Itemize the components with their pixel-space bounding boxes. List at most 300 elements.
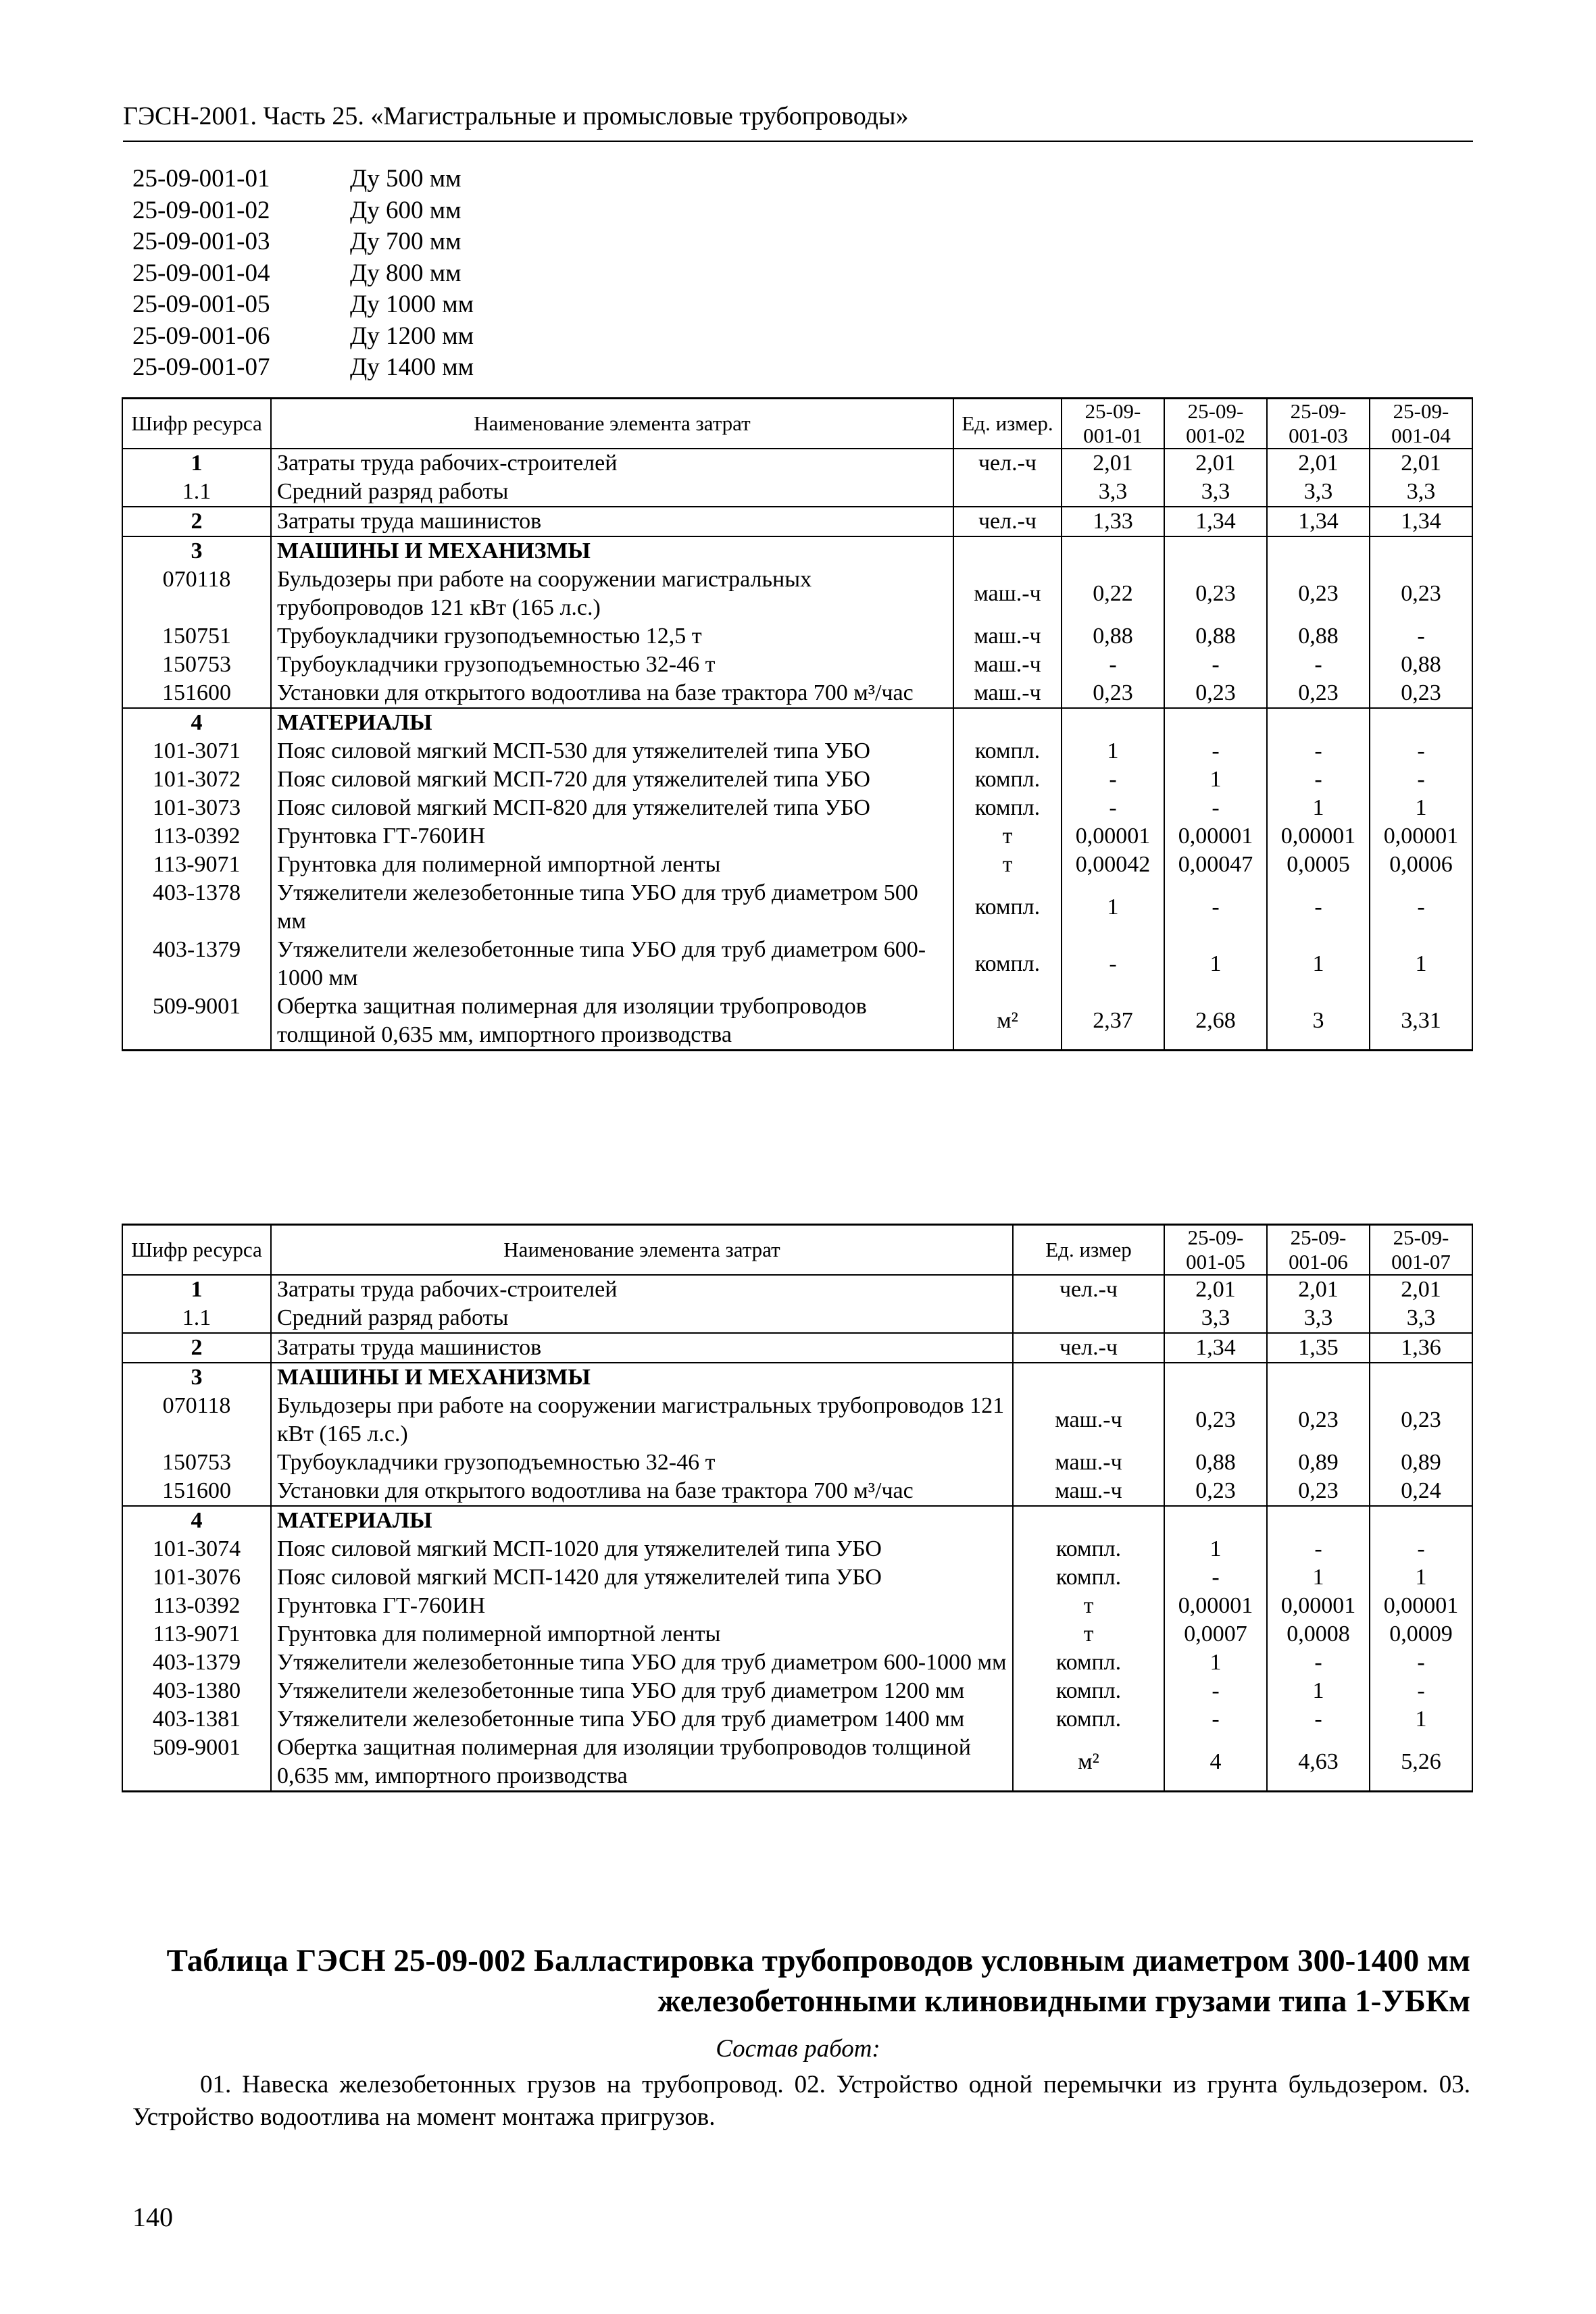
resource-name: Утяжелители железобетонные типа УБО для труб диаметром 600-1000 мм [271, 936, 953, 992]
resource-name: Бульдозеры при работе на сооружении магистральных трубопроводов 121 кВт (165 л.с.) [271, 565, 953, 622]
code-label: Ду 800 мм [350, 259, 462, 287]
resource-name: Грунтовка для полимерной импортной ленты [271, 1620, 1013, 1649]
value-cell: - [1370, 1649, 1472, 1677]
resource-code: 1.1 [122, 478, 271, 507]
code-item [132, 164, 474, 195]
header-col [1370, 1225, 1472, 1276]
table-row [122, 794, 1472, 822]
value-cell: 0,0007 [1164, 1620, 1267, 1649]
unit-cell: маш.-ч [1013, 1449, 1164, 1477]
value-cell: 0,23 [1370, 565, 1472, 622]
value-cell: - [1267, 1535, 1370, 1563]
value-cell: 1,35 [1267, 1333, 1370, 1363]
header-unit [1013, 1225, 1164, 1276]
resource-name: Утяжелители железобетонные типа УБО для труб диаметром 1200 мм [271, 1677, 1013, 1705]
table-header-row [122, 1225, 1472, 1276]
table-body [122, 1275, 1472, 1792]
resource-code: 113-9071 [122, 851, 271, 879]
table-row [122, 1275, 1472, 1304]
code-item [132, 321, 474, 353]
header-col [1370, 399, 1472, 449]
table-row [122, 708, 1472, 737]
value-cell: 2,01 [1267, 1275, 1370, 1304]
value-cell: 1 [1370, 1705, 1472, 1734]
header-col-text: 25-09-001-07 [1391, 1226, 1451, 1274]
value-cell: 1 [1370, 936, 1472, 992]
value-cell: 3,31 [1370, 992, 1472, 1051]
table-row [122, 679, 1472, 708]
resource-code: 101-3072 [122, 765, 271, 794]
resource-code: 150753 [122, 651, 271, 679]
value-cell: - [1267, 1649, 1370, 1677]
table-row [122, 1563, 1472, 1592]
unit-cell: маш.-ч [1013, 1477, 1164, 1506]
code: 25-09-001-05 [132, 291, 270, 318]
code-label: Ду 1200 мм [350, 322, 474, 350]
header-col-text: 25-09-001-04 [1391, 399, 1451, 447]
unit-cell [1013, 1506, 1164, 1535]
table-row [122, 449, 1472, 478]
table-row [122, 1477, 1472, 1506]
value-cell: 3,3 [1062, 478, 1164, 507]
value-cell [1267, 708, 1370, 737]
code-label: Ду 1400 мм [350, 353, 474, 381]
value-cell: 0,23 [1267, 679, 1370, 708]
value-cell: 0,0009 [1370, 1620, 1472, 1649]
table-body [122, 449, 1472, 1051]
resource-name: Трубоукладчики грузоподъемностью 12,5 т [271, 622, 953, 651]
value-cell: 1 [1267, 794, 1370, 822]
table-row [122, 1592, 1472, 1620]
value-cell: - [1370, 1535, 1472, 1563]
header-col-text: 25-09-001-02 [1186, 399, 1245, 447]
unit-cell: чел.-ч [953, 449, 1062, 478]
code: 25-09-001-06 [132, 322, 270, 350]
table-row [122, 622, 1472, 651]
code-item [132, 195, 474, 227]
unit-cell [1013, 1304, 1164, 1333]
value-cell: 1 [1062, 737, 1164, 765]
unit-cell: компл. [953, 737, 1062, 765]
resource-name: МАТЕРИАЛЫ [271, 1506, 1013, 1535]
value-cell: - [1370, 737, 1472, 765]
value-cell [1164, 1363, 1267, 1392]
header-col [1164, 399, 1267, 449]
table-row [122, 565, 1472, 622]
value-cell: - [1164, 794, 1267, 822]
resource-code: 113-0392 [122, 1592, 271, 1620]
resource-name: Грунтовка ГТ-760ИН [271, 822, 953, 851]
value-cell: 0,0005 [1267, 851, 1370, 879]
value-cell: 1,36 [1370, 1333, 1472, 1363]
value-cell: 0,00001 [1370, 1592, 1472, 1620]
value-cell: 1 [1370, 794, 1472, 822]
resource-name: Средний разряд работы [271, 1304, 1013, 1333]
value-cell: - [1370, 622, 1472, 651]
resource-name: Утяжелители железобетонные типа УБО для труб диаметром 1400 мм [271, 1705, 1013, 1734]
resource-name: МАШИНЫ И МЕХАНИЗМЫ [271, 536, 953, 565]
value-cell: 3,3 [1370, 478, 1472, 507]
value-cell: - [1267, 737, 1370, 765]
value-cell: 1 [1164, 765, 1267, 794]
resource-code: 403-1380 [122, 1677, 271, 1705]
table-row [122, 1392, 1472, 1449]
value-cell: 0,88 [1062, 622, 1164, 651]
value-cell: - [1267, 1705, 1370, 1734]
resource-name: Пояс силовой мягкий МСП-820 для утяжелителей типа УБО [271, 794, 953, 822]
header-unit [953, 399, 1062, 449]
value-cell: - [1164, 879, 1267, 936]
unit-cell [953, 536, 1062, 565]
unit-cell: компл. [953, 879, 1062, 936]
value-cell: 2,01 [1164, 1275, 1267, 1304]
table-row [122, 1304, 1472, 1333]
value-cell: 0,23 [1164, 1477, 1267, 1506]
unit-cell: т [953, 851, 1062, 879]
value-cell [1370, 1506, 1472, 1535]
unit-cell: чел.-ч [1013, 1275, 1164, 1304]
value-cell: 1 [1164, 936, 1267, 992]
work-composition-title: Состав работ: [716, 2035, 880, 2063]
resource-code: 113-0392 [122, 822, 271, 851]
value-cell: 3,3 [1164, 478, 1267, 507]
resource-code: 4 [122, 1506, 271, 1535]
value-cell: 0,00001 [1164, 1592, 1267, 1620]
value-cell: 0,00001 [1062, 822, 1164, 851]
value-cell: 2,01 [1062, 449, 1164, 478]
value-cell: 5,26 [1370, 1734, 1472, 1792]
unit-cell: компл. [1013, 1563, 1164, 1592]
resource-name: Обертка защитная полимерная для изоляции трубопроводов толщиной 0,635 мм, импортного производства [271, 992, 953, 1051]
code-item [132, 352, 474, 384]
header-col-text: 25-09-001-01 [1083, 399, 1143, 447]
header-unit-text: Ед. измер [1045, 1238, 1132, 1261]
unit-cell: маш.-ч [953, 679, 1062, 708]
resource-code: 151600 [122, 1477, 271, 1506]
value-cell: 3,3 [1267, 1304, 1370, 1333]
table-row [122, 992, 1472, 1051]
resource-code: 113-9071 [122, 1620, 271, 1649]
table-row [122, 651, 1472, 679]
resource-code: 070118 [122, 1392, 271, 1449]
value-cell: 1 [1164, 1535, 1267, 1563]
unit-cell: маш.-ч [1013, 1392, 1164, 1449]
table-row [122, 1363, 1472, 1392]
value-cell: 1 [1267, 1677, 1370, 1705]
value-cell: - [1370, 879, 1472, 936]
value-cell: - [1164, 737, 1267, 765]
value-cell: - [1164, 651, 1267, 679]
code-list [132, 164, 474, 384]
value-cell: 0,23 [1164, 1392, 1267, 1449]
header-name-text: Наименование элемента затрат [474, 411, 751, 435]
resource-code: 509-9001 [122, 992, 271, 1051]
value-cell: - [1164, 1677, 1267, 1705]
value-cell: 0,88 [1164, 1449, 1267, 1477]
resource-name: Трубоукладчики грузоподъемностью 32-46 т [271, 1449, 1013, 1477]
table-row [122, 1333, 1472, 1363]
code: 25-09-001-02 [132, 196, 270, 224]
value-cell: 2,37 [1062, 992, 1164, 1051]
value-cell: 0,23 [1267, 1392, 1370, 1449]
value-cell: - [1370, 1677, 1472, 1705]
value-cell: 1 [1370, 1563, 1472, 1592]
value-cell: 1 [1062, 879, 1164, 936]
header-col [1267, 1225, 1370, 1276]
resource-code: 403-1379 [122, 936, 271, 992]
resource-name: Бульдозеры при работе на сооружении магистральных трубопроводов 121 кВт (165 л.с.) [271, 1392, 1013, 1449]
unit-cell: м² [953, 992, 1062, 1051]
table-row [122, 1620, 1472, 1649]
page-number: 140 [132, 2202, 173, 2232]
code-item [132, 289, 474, 321]
table-row [122, 1734, 1472, 1792]
resource-code: 2 [122, 507, 271, 536]
resource-code: 101-3073 [122, 794, 271, 822]
value-cell: 0,00042 [1062, 851, 1164, 879]
value-cell: 0,23 [1267, 565, 1370, 622]
resource-code: 151600 [122, 679, 271, 708]
unit-cell: маш.-ч [953, 651, 1062, 679]
header-unit-text: Ед. измер. [962, 411, 1053, 435]
resource-name: Грунтовка ГТ-760ИН [271, 1592, 1013, 1620]
code-label: Ду 600 мм [350, 196, 462, 224]
value-cell: 1 [1164, 1649, 1267, 1677]
value-cell: 2,01 [1370, 449, 1472, 478]
resource-name: Затраты труда рабочих-строителей [271, 449, 953, 478]
value-cell: 3,3 [1267, 478, 1370, 507]
value-cell: - [1062, 936, 1164, 992]
value-cell [1062, 708, 1164, 737]
resource-code: 070118 [122, 565, 271, 622]
header-name-text: Наименование элемента затрат [503, 1238, 780, 1261]
value-cell: 0,88 [1164, 622, 1267, 651]
resource-code: 3 [122, 1363, 271, 1392]
value-cell [1267, 1363, 1370, 1392]
value-cell: - [1062, 794, 1164, 822]
resource-code: 403-1378 [122, 879, 271, 936]
unit-cell: компл. [1013, 1677, 1164, 1705]
resource-code: 1 [122, 449, 271, 478]
resource-name: Пояс силовой мягкий МСП-530 для утяжелителей типа УБО [271, 737, 953, 765]
table-row [122, 1677, 1472, 1705]
value-cell: 4 [1164, 1734, 1267, 1792]
page-header: ГЭСН-2001. Часть 25. «Магистральные и промысловые трубопроводы» [123, 100, 1473, 142]
resource-name: Установки для открытого водоотлива на базе трактора 700 м³/час [271, 1477, 1013, 1506]
resource-code: 101-3074 [122, 1535, 271, 1563]
value-cell: 0,23 [1062, 679, 1164, 708]
resource-name: Установки для открытого водоотлива на базе трактора 700 м³/час [271, 679, 953, 708]
unit-cell: чел.-ч [1013, 1333, 1164, 1363]
resource-name: Грунтовка для полимерной импортной ленты [271, 851, 953, 879]
resource-name: Пояс силовой мягкий МСП-1420 для утяжелителей типа УБО [271, 1563, 1013, 1592]
table-row [122, 822, 1472, 851]
table-title: Таблица ГЭСН 25-09-002 Балластировка трубопроводов условным диаметром 300-1400 мм железобетонными клиновидными грузами типа 1-УБКм [166, 1943, 1470, 2019]
table-row [122, 1506, 1472, 1535]
value-cell [1370, 1363, 1472, 1392]
unit-cell: компл. [1013, 1535, 1164, 1563]
value-cell: 0,00001 [1267, 822, 1370, 851]
resource-table-2 [122, 1224, 1473, 1792]
resource-name: МАТЕРИАЛЫ [271, 708, 953, 737]
value-cell: 3,3 [1370, 1304, 1472, 1333]
value-cell: 0,23 [1267, 1477, 1370, 1506]
table-row [122, 851, 1472, 879]
resource-code: 403-1381 [122, 1705, 271, 1734]
value-cell: 1,34 [1370, 507, 1472, 536]
table-row [122, 936, 1472, 992]
value-cell: 0,00001 [1267, 1592, 1370, 1620]
value-cell: 0,22 [1062, 565, 1164, 622]
resource-code: 101-3076 [122, 1563, 271, 1592]
value-cell: 0,00047 [1164, 851, 1267, 879]
resource-code: 150753 [122, 1449, 271, 1477]
resource-code: 509-9001 [122, 1734, 271, 1792]
value-cell: 4,63 [1267, 1734, 1370, 1792]
resource-code: 150751 [122, 622, 271, 651]
value-cell: 0,23 [1164, 679, 1267, 708]
value-cell: 0,88 [1370, 651, 1472, 679]
table-row [122, 737, 1472, 765]
work-composition-text: 01. Навеска железобетонных грузов на трубопровод. 02. Устройство одной перемычки из грунта бульдозером. 03. Устройство водоотлива на момент монтажа пригрузов. [132, 2071, 1470, 2131]
table-row [122, 879, 1472, 936]
value-cell: 0,23 [1370, 1392, 1472, 1449]
value-cell: - [1267, 879, 1370, 936]
resource-name: Затраты труда машинистов [271, 1333, 1013, 1363]
unit-cell: т [953, 822, 1062, 851]
value-cell: - [1164, 1563, 1267, 1592]
value-cell: 3,3 [1164, 1304, 1267, 1333]
table-row [122, 1705, 1472, 1734]
value-cell: 2,68 [1164, 992, 1267, 1051]
resource-name: Затраты труда рабочих-строителей [271, 1275, 1013, 1304]
unit-cell: компл. [953, 765, 1062, 794]
code-item [132, 258, 474, 290]
header-col [1164, 1225, 1267, 1276]
value-cell: 2,01 [1164, 449, 1267, 478]
table-row [122, 765, 1472, 794]
value-cell: 0,89 [1370, 1449, 1472, 1477]
resource-name: Средний разряд работы [271, 478, 953, 507]
resource-code: 2 [122, 1333, 271, 1363]
value-cell: - [1062, 651, 1164, 679]
code-label: Ду 500 мм [350, 165, 462, 193]
value-cell: - [1062, 765, 1164, 794]
unit-cell: компл. [1013, 1705, 1164, 1734]
resource-code: 3 [122, 536, 271, 565]
unit-cell: маш.-ч [953, 565, 1062, 622]
value-cell [1370, 536, 1472, 565]
value-cell: 1 [1267, 1563, 1370, 1592]
value-cell: 3 [1267, 992, 1370, 1051]
header-code [122, 1225, 271, 1276]
code: 25-09-001-03 [132, 228, 270, 255]
resource-name: Обертка защитная полимерная для изоляции трубопроводов толщиной 0,635 мм, импортного производства [271, 1734, 1013, 1792]
table-row [122, 1649, 1472, 1677]
header-code [122, 399, 271, 449]
value-cell: 0,00001 [1164, 822, 1267, 851]
code-item [132, 226, 474, 258]
value-cell: 0,89 [1267, 1449, 1370, 1477]
unit-cell: компл. [953, 794, 1062, 822]
value-cell: 0,24 [1370, 1477, 1472, 1506]
value-cell: 1 [1267, 936, 1370, 992]
value-cell: 1,34 [1164, 1333, 1267, 1363]
resource-code: 1.1 [122, 1304, 271, 1333]
code-label: Ду 1000 мм [350, 291, 474, 318]
resource-code: 1 [122, 1275, 271, 1304]
header-code-text: Шифр ресурса [131, 411, 262, 435]
header-name [271, 399, 953, 449]
value-cell [1062, 536, 1164, 565]
resource-name: Утяжелители железобетонные типа УБО для труб диаметром 500 мм [271, 879, 953, 936]
table-header-row [122, 399, 1472, 449]
resource-name: Утяжелители железобетонные типа УБО для труб диаметром 600-1000 мм [271, 1649, 1013, 1677]
value-cell: - [1267, 651, 1370, 679]
unit-cell: компл. [1013, 1649, 1164, 1677]
header-col [1062, 399, 1164, 449]
code: 25-09-001-01 [132, 165, 270, 193]
value-cell [1164, 536, 1267, 565]
header-name [271, 1225, 1013, 1276]
value-cell [1370, 708, 1472, 737]
unit-cell [1013, 1363, 1164, 1392]
value-cell: 0,00001 [1370, 822, 1472, 851]
value-cell: 0,23 [1164, 565, 1267, 622]
header-col-text: 25-09-001-05 [1186, 1226, 1245, 1274]
value-cell: 0,23 [1370, 679, 1472, 708]
header-code-text: Шифр ресурса [131, 1238, 262, 1261]
unit-cell [953, 478, 1062, 507]
resource-name: Пояс силовой мягкий МСП-720 для утяжелителей типа УБО [271, 765, 953, 794]
value-cell [1267, 536, 1370, 565]
value-cell [1267, 1506, 1370, 1535]
table-row [122, 478, 1472, 507]
value-cell [1164, 708, 1267, 737]
resource-name: Пояс силовой мягкий МСП-1020 для утяжелителей типа УБО [271, 1535, 1013, 1563]
code-label: Ду 700 мм [350, 228, 462, 255]
value-cell: 2,01 [1370, 1275, 1472, 1304]
header-col-text: 25-09-001-03 [1289, 399, 1348, 447]
value-cell: 0,88 [1267, 622, 1370, 651]
header-col [1267, 399, 1370, 449]
value-cell: - [1267, 765, 1370, 794]
resource-name: МАШИНЫ И МЕХАНИЗМЫ [271, 1363, 1013, 1392]
value-cell: 0,0006 [1370, 851, 1472, 879]
resource-name: Затраты труда машинистов [271, 507, 953, 536]
unit-cell: чел.-ч [953, 507, 1062, 536]
code: 25-09-001-04 [132, 259, 270, 287]
unit-cell [953, 708, 1062, 737]
table-row [122, 536, 1472, 565]
value-cell: 1,33 [1062, 507, 1164, 536]
value-cell: 0,0008 [1267, 1620, 1370, 1649]
value-cell: 1,34 [1267, 507, 1370, 536]
value-cell: 2,01 [1267, 449, 1370, 478]
table-row [122, 1535, 1472, 1563]
value-cell: 1,34 [1164, 507, 1267, 536]
unit-cell: т [1013, 1592, 1164, 1620]
resource-code: 403-1379 [122, 1649, 271, 1677]
unit-cell: м² [1013, 1734, 1164, 1792]
code: 25-09-001-07 [132, 353, 270, 381]
value-cell: - [1164, 1705, 1267, 1734]
header-col-text: 25-09-001-06 [1289, 1226, 1348, 1274]
unit-cell: т [1013, 1620, 1164, 1649]
resource-code: 101-3071 [122, 737, 271, 765]
unit-cell: компл. [953, 936, 1062, 992]
resource-table-1 [122, 397, 1473, 1051]
